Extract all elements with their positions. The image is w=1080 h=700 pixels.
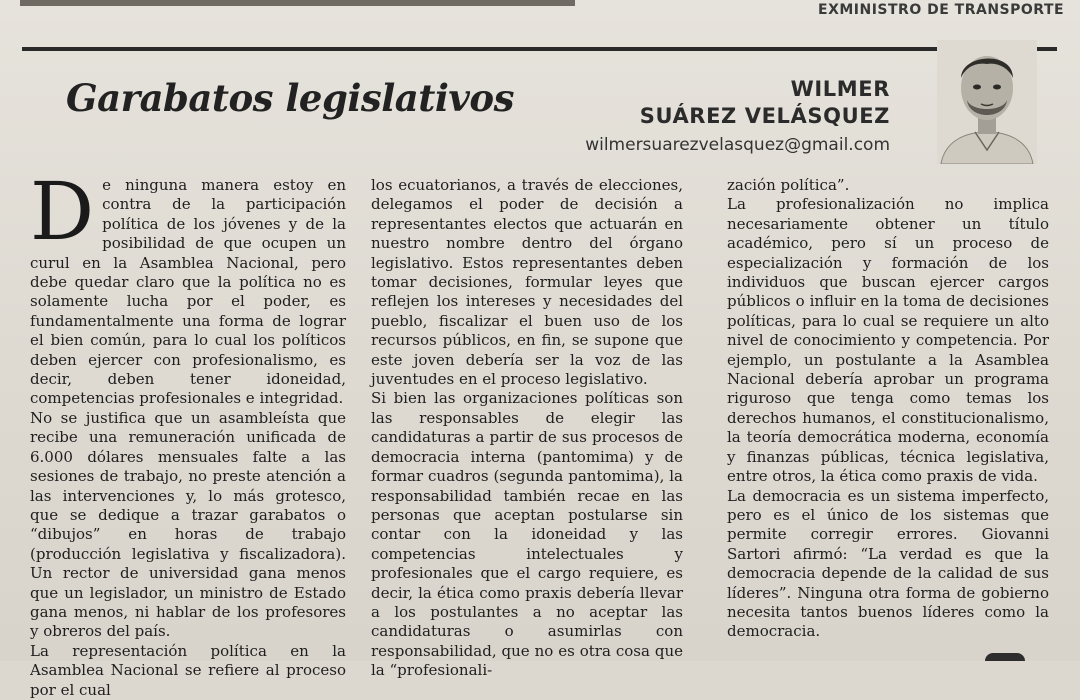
drop-cap: D xyxy=(30,165,95,258)
author-photo xyxy=(937,40,1037,164)
author-portrait-icon xyxy=(937,40,1037,164)
paragraph xyxy=(30,165,346,409)
top-cropped-bar xyxy=(20,0,575,6)
author-role: EXMINISTRO DE TRANSPORTE xyxy=(818,2,1065,18)
paragraph: No se justifica que un asambleísta que recibe una remuneración unificada de 6.000 dólares mensuales falte a las sesiones de trabajo, no preste atención a las intervenciones y, lo más grotesco, que se dedique a trazar garabatos o “dibujos” en horas de trabajo (producción legislativa y fiscalizadora). Un rector de universidad gana menos que un legislador, un ministro de Estado gana menos, ni hablar de los profesores y obreros del país. xyxy=(30,408,346,641)
author-first-name: WILMER xyxy=(790,77,890,101)
paragraph-text: e ninguna manera estoy en contra de la participación política de los jóvenes y de la posibilidad de que ocupen un curul en la Asamblea Nacional, pero debe quedar claro que la política no es solamente lucha por el poder, es fundamentalmente una forma de lograr el bien común, para lo cual los políticos deben ejercer con profesionalismo, es decir, deben tener idoneidad, competencias profesionales e integridad. xyxy=(30,176,346,408)
author-byline xyxy=(640,76,890,130)
section-rule xyxy=(22,47,1057,51)
column-3 xyxy=(727,176,1049,642)
column-1 xyxy=(30,165,346,700)
author-last-name: SUÁREZ VELÁSQUEZ xyxy=(639,104,890,128)
paragraph: Si bien las organizaciones políticas son las responsables de elegir las candidaturas a partir de sus procesos de democracia interna (pantomima) y de formar cuadros (segunda pantomima), la responsabilidad también recae en las personas que aceptan postularse sin contar con la idoneidad y las competencias intelectuales y profesionales que el cargo requiere, es decir, la ética como praxis debería llevar a los postulantes a no aceptar las candidaturas o asumirlas con responsabilidad, que no es otra cosa que la “profesionali- xyxy=(371,389,683,680)
column-2 xyxy=(371,176,683,681)
article-body xyxy=(30,165,1060,699)
paragraph: La representación política en la Asamblea Nacional se refiere al proceso por el cual xyxy=(30,641,346,699)
paragraph: zación política”. xyxy=(727,176,850,194)
paragraph: los ecuatorianos, a través de elecciones, delegamos el poder de decisión a representantes electos que actuarán en nuestro nombre dentro del órgano legislativo. Estos representantes deben tomar decisiones, formular leyes que reflejen los intereses y necesidades del pueblo, fiscalizar el buen uso de los recursos públicos, en fin, se supone que este joven debería ser la voz de las juventudes en el proceso legislativo. xyxy=(371,176,683,389)
author-email: wilmersuarezvelasquez@gmail.com xyxy=(585,135,890,155)
paragraph: La democracia es un sistema imperfecto, pero es el único de los sistemas que permite corregir errores. Giovanni Sartori afirmó: “La verdad es que la democracia depende de la calidad de sus líderes”. Ninguna otra forma de gobierno necesita tantos buenos líderes como la democracia. xyxy=(727,486,1049,641)
bottom-edge-object xyxy=(985,653,1025,661)
article-title: Garabatos legislativos xyxy=(66,76,514,120)
paragraph: La profesionalización no implica necesariamente obtener un título académico, pero sí un proceso de especialización y formación de los individuos que buscan ejercer cargos públicos o influir en la toma de decisiones políticas, para lo cual se requiere un alto nivel de conocimiento y competencia. Por ejemplo, un postulante a la Asamblea Nacional debería aprobar un programa riguroso que tenga como temas los derechos humanos, el constitucionalismo, la teoría democrática moderna, economía y finanzas públicas, técnica legislativa, entre otros, la ética como praxis de vida. xyxy=(727,195,1049,486)
